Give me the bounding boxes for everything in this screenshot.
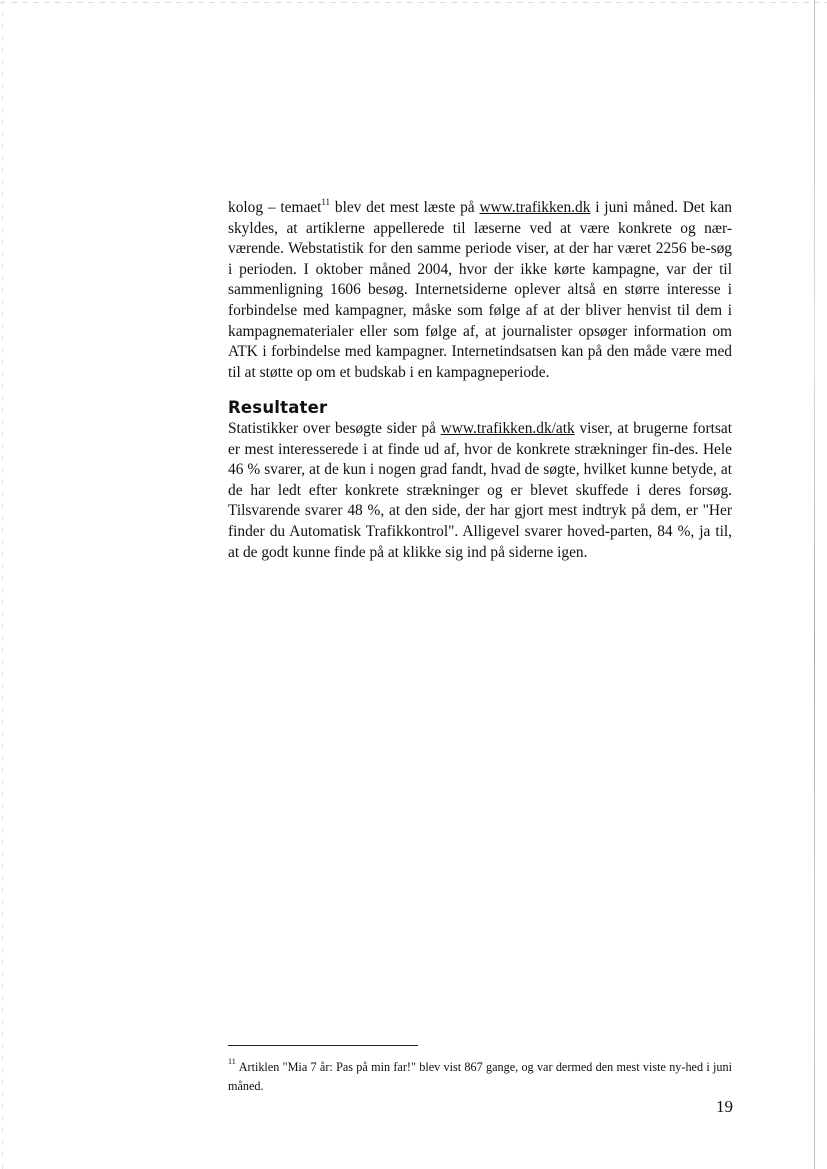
scan-edge-top [0, 2, 827, 3]
paragraph-text-mid: blev det mest læste på [330, 199, 480, 216]
body-paragraph-1 [228, 198, 732, 383]
body-paragraph-2 [228, 419, 732, 563]
paragraph-text-start: kolog – temaet [228, 199, 322, 216]
trafikken-link[interactable]: www.trafikken.dk [479, 199, 591, 216]
paragraph-text [228, 419, 732, 563]
footnote-number: 11 [228, 1056, 236, 1066]
paragraph-text-end: i juni måned. Det kan skyldes, at artiklerne appellerede til læserne ved at være konkrete og nær-værende. Webstatistik for den samme periode viser, at der har været 2256 be-søg i perioden. I oktober måned 2004, hvor der ikke kørte kampagne, var der til sammenligning 1606 besøg. Internetsiderne oplever altså en større interesse i forbindelse med kampagner, måske som følge af at der bliver henvist til dem i kampagnematerialer eller som følge af, at journalister opsøger information om ATK i forbindelse med kampagner. Internetindsatsen kan på den måde være med til at støtte op om et budskab i en kampagneperiode. [228, 199, 732, 381]
page-number: 19 [716, 1097, 733, 1116]
paragraph-text [228, 198, 732, 383]
paragraph-text-start: Statistikker over besøgte sider på [228, 420, 441, 437]
footnote-text: Artiklen "Mia 7 år: Pas på min far!" blev vist 867 gange, og var dermed den mest viste ny-hed i juni måned. [228, 1060, 732, 1093]
scan-edge-left [2, 0, 3, 1169]
scan-edge-right [814, 0, 815, 1169]
footnote-reference[interactable]: 11 [321, 196, 331, 207]
footnote [228, 1058, 732, 1096]
trafikken-atk-link[interactable]: www.trafikken.dk/atk [440, 420, 575, 437]
paragraph-text-end: viser, at brugerne fortsat er mest interesserede i at finde ud af, hvor de konkrete strækninger fin-des. Hele 46 % svarer, at de kun i nogen grad fandt, hvad de søgte, hvilket kunne betyde, at de har ledt efter konkrete strækninger og er blevet skuffede i deres forsøg. Tilsvarende svarer 48 %, at den side, der har gjort mest indtryk på dem, er "Her finder du Automatisk Trafikkontrol". Alligevel svarer hoved-parten, 84 %, ja til, at de godt kunne finde på at klikke sig ind på siderne igen. [228, 420, 732, 561]
section-heading: Resultater [228, 398, 328, 417]
footnote-divider [228, 1045, 418, 1046]
